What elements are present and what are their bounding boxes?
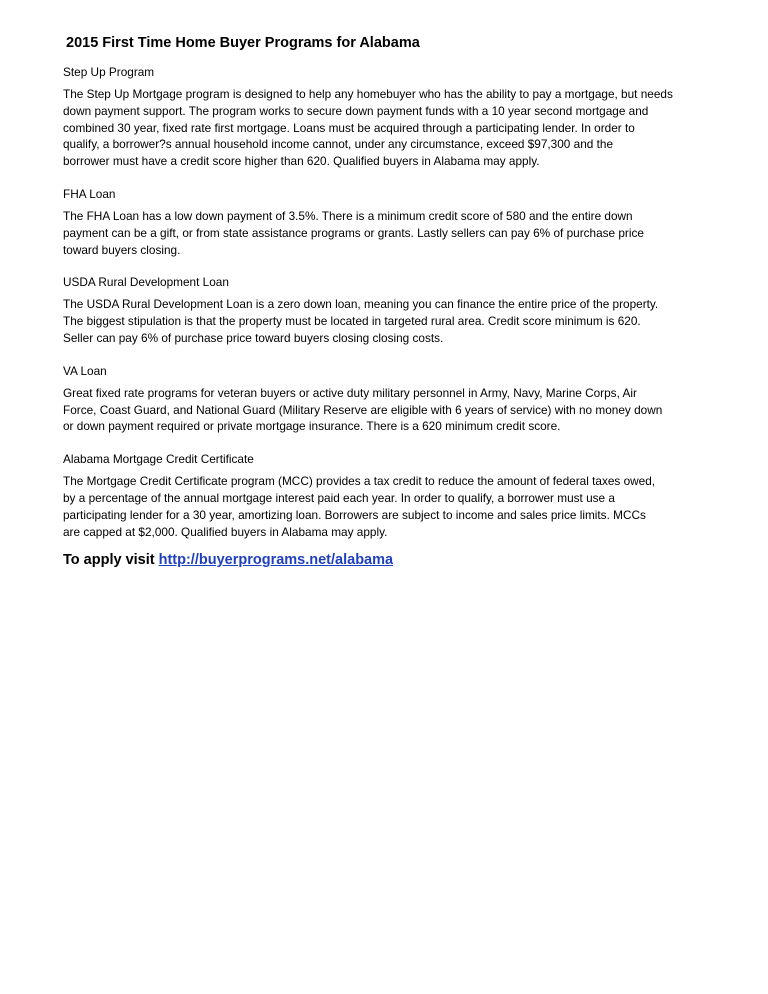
section-body: The Step Up Mortgage program is designed to help any homebuyer who has the ability to pay a mortgage, but needs down payment support. The program works to secure down payment funds with a 10 year second mortgage and combined 30 year, fixed rate first mortgage. Loans must be acquired through a participating lender. In order to qualify, a borrower?s annual household income cannot, under any circumstance, exceed $97,300 and the borrower must have a credit score higher than 620. Qualified buyers in Alabama may apply. — [63, 87, 673, 169]
section-body: The FHA Loan has a low down payment of 3.5%. There is a minimum credit score of 580 and the entire down payment can be a gift, or from state assistance programs or grants. Lastly sellers can pay 6% of purchase price toward buyers closing. — [63, 208, 644, 257]
section-step-up — [63, 64, 723, 170]
section-heading: FHA Loan — [63, 186, 116, 201]
apply-link[interactable]: http://buyerprograms.net/alabama — [158, 552, 394, 569]
section-body: The USDA Rural Development Loan is a zero down loan, meaning you can finance the entire price of the property. The biggest stipulation is that the property must be located in targeted rural area. Credit score minimum is 620. Seller can pay 6% of purchase price toward buyers closing closing costs. — [63, 297, 659, 345]
section-heading: Alabama Mortgage Credit Certificate — [63, 452, 254, 467]
section-heading: VA Loan — [63, 363, 107, 378]
section-heading: USDA Rural Development Loan — [63, 275, 229, 290]
section-heading: Step Up Program — [63, 65, 155, 79]
page-title: 2015 First Time Home Buyer Programs for Alabama — [66, 35, 420, 51]
section-mcc — [63, 451, 723, 540]
section-body: The Mortgage Credit Certificate program (MCC) provides a tax credit to reduce the amount of federal taxes owed, by a percentage of the annual mortgage interest paid each year. In order to qualify, a borrower must use a participating lender for a 30 year, amortizing loan. Borrowers are subject to income and sales price limits. MCCs are capped at $2,000. Qualified buyers in Alabama may apply. — [63, 474, 656, 539]
cta-prefix: To apply visit — [63, 552, 159, 569]
document-page — [63, 34, 723, 570]
section-usda-loan — [63, 274, 723, 346]
section-fha-loan — [63, 186, 723, 258]
section-body: Great fixed rate programs for veteran buyers or active duty military personnel in Army, Navy, Marine Corps, Air Force, Coast Guard, and National Guard (Military Reserve are eligible with 6 years of service) with no money down or down payment required or private mortgage insurance. There is a 620 minimum credit score. — [63, 385, 663, 434]
section-va-loan — [63, 363, 723, 435]
apply-call-to-action — [63, 550, 723, 570]
